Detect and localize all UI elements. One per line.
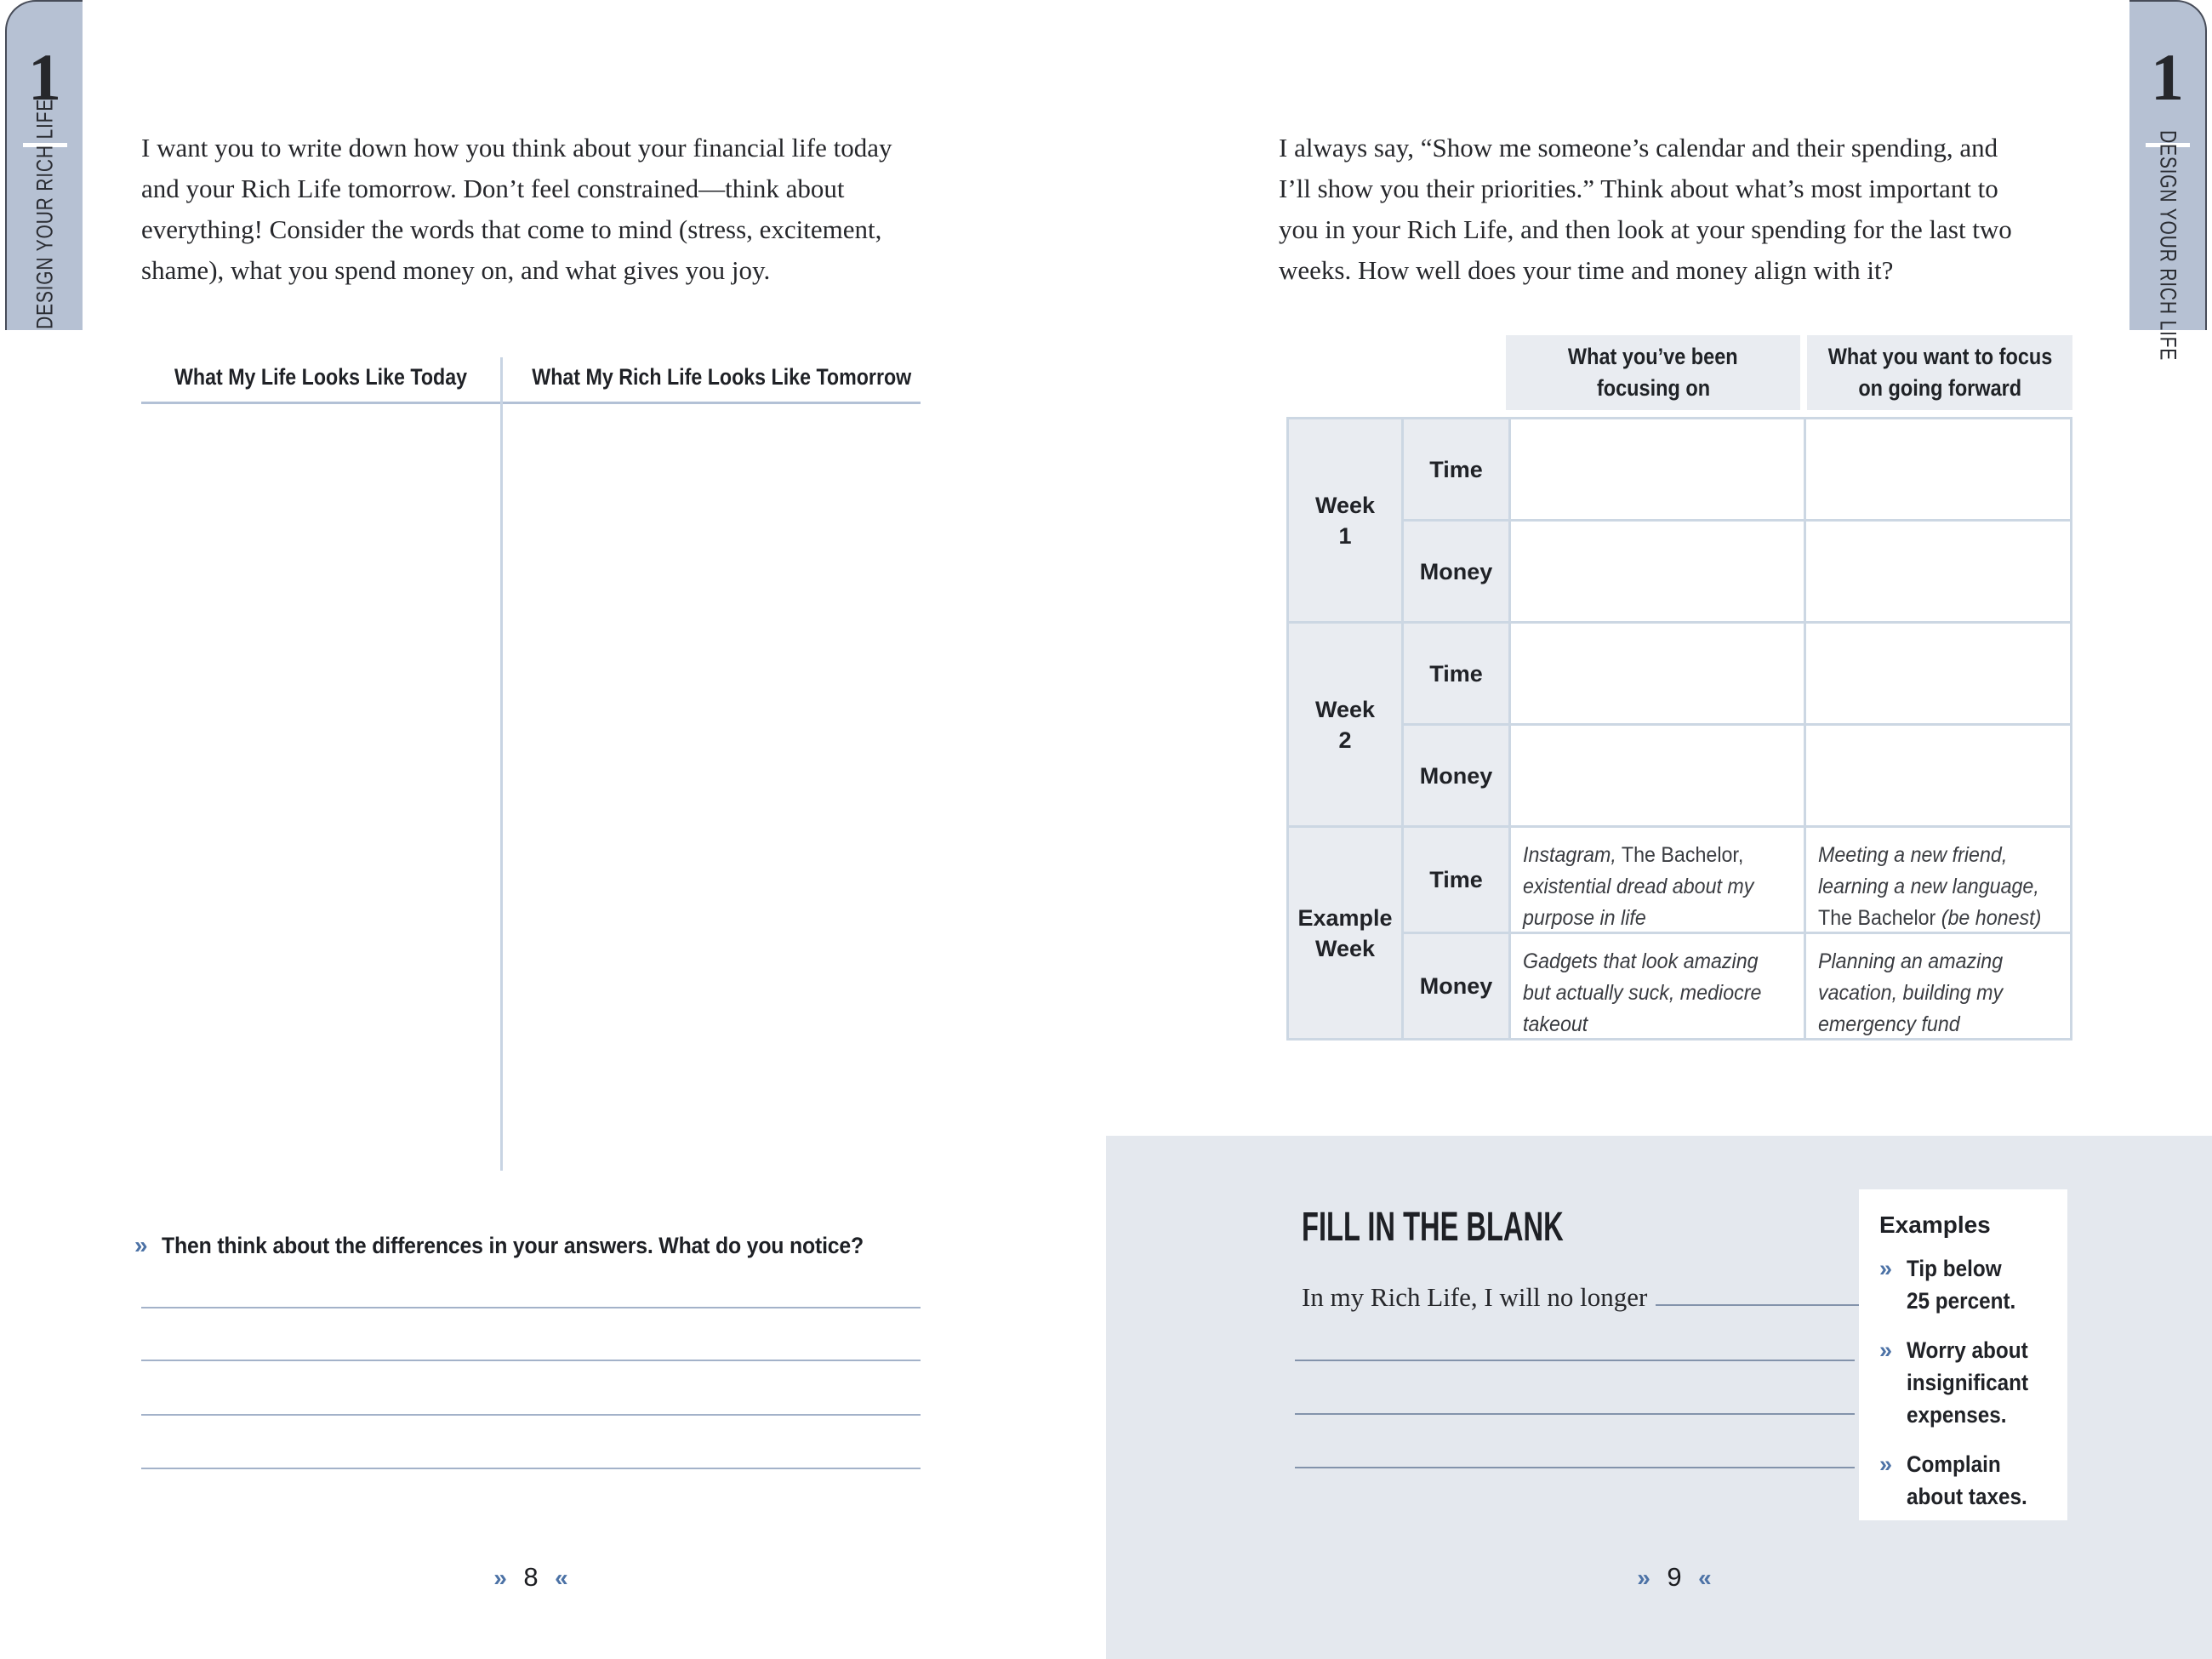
page-number-right [1581,1562,1768,1593]
double-chevron-right-icon: » [493,1565,507,1591]
week2-money-label: Money [1404,726,1508,825]
fill-in-the-blank-title: FILL IN THE BLANK [1302,1205,1564,1250]
answer-line[interactable] [141,1414,921,1416]
reflection-prompt [134,1232,924,1259]
double-chevron-right-icon: » [1637,1565,1650,1591]
week1-money-label: Money [1404,522,1508,621]
answer-line[interactable] [1295,1413,1855,1415]
reflection-prompt-text: Then think about the differences in your answers. What do you notice? [161,1233,864,1258]
example-time-forward-cell: Meeting a new friend, learning a new language, The Bachelor (be honest) [1806,828,2070,932]
example-money-forward-cell: Planning an amazing vacation, building my emergency fund [1806,934,2070,1038]
focus-table-grid [1286,417,2072,1040]
answer-line[interactable] [141,1307,921,1308]
week2-time-focus-cell[interactable] [1511,624,1804,723]
week-1-label: Week 1 [1289,419,1401,621]
double-chevron-right-icon: » [134,1232,148,1258]
chapter-tab-right [2129,0,2207,362]
chapter-number: 1 [2151,40,2184,114]
week1-time-label: Time [1404,419,1508,519]
double-chevron-right-icon: » [1879,1256,1893,1281]
chapter-tab-left [5,0,83,330]
week2-time-label: Time [1404,624,1508,723]
week2-time-forward-cell[interactable] [1806,624,2070,723]
intro-line: you in your Rich Life, and then look at your spending for the last two [1279,214,2012,244]
week-2-label: Week 2 [1289,624,1401,825]
chapter-title-vertical: DESIGN YOUR RICH LIFE [31,98,57,330]
examples-title: Examples [1879,1211,1991,1238]
page-number-left [437,1562,624,1593]
sentence-blank-field[interactable] [1656,1277,1867,1306]
example-time-label: Time [1404,828,1508,932]
intro-line: and your Rich Life tomorrow. Don’t feel constrained—think about [141,174,845,203]
left-intro-paragraph [141,128,892,291]
answer-line[interactable] [1295,1360,1855,1361]
intro-line: weeks. How well does your time and money align with it? [1279,255,1894,285]
chapter-number: 1 [28,40,61,114]
example-money-focus-cell: Gadgets that look amazing but actually suck, mediocre takeout [1511,934,1804,1038]
double-chevron-right-icon: » [1879,1337,1893,1363]
week1-time-focus-cell[interactable] [1511,419,1804,519]
week1-time-forward-cell[interactable] [1806,419,2070,519]
tomorrow-write-area[interactable] [504,405,921,1171]
double-chevron-right-icon: » [1879,1451,1893,1477]
today-write-area[interactable] [141,405,499,1171]
example-time-focus-cell: Instagram, The Bachelor, existential dread about my purpose in life [1511,828,1804,932]
today-column-header: What My Life Looks Like Today [174,364,468,390]
example-bullet: » Complain about taxes. [1879,1448,2054,1513]
tomorrow-column-header: What My Rich Life Looks Like Tomorrow [532,364,912,390]
week2-money-forward-cell[interactable] [1806,726,2070,825]
right-intro-paragraph [1279,128,2012,291]
going-forward-header: What you want to focus on going forward [1807,335,2072,410]
answer-line[interactable] [141,1468,921,1469]
chapter-title-vertical: DESIGN YOUR RICH LIFE [2155,130,2181,362]
answer-line[interactable] [141,1360,921,1361]
header-underline [141,402,921,404]
intro-line: I’ll show you their priorities.” Think about what’s most important to [1279,174,1998,203]
page-number-value: 8 [523,1562,539,1592]
intro-line: shame), what you spend money on, and what gives you joy. [141,255,771,285]
intro-line: I always say, “Show me someone’s calendar and their spending, and [1279,133,1998,162]
example-bullet: » Worry about insignificant expenses. [1879,1334,2054,1431]
double-chevron-left-icon: « [1698,1565,1712,1591]
intro-line: I want you to write down how you think about your financial life today [141,133,892,162]
example-week-label: Example Week [1289,828,1401,1038]
focusing-on-header: What you’ve been focusing on [1506,335,1800,410]
week1-money-forward-cell[interactable] [1806,522,2070,621]
example-money-label: Money [1404,934,1508,1038]
fill-in-the-blank-sentence: In my Rich Life, I will no longer [1302,1277,1867,1313]
answer-line[interactable] [1295,1467,1855,1468]
intro-line: everything! Consider the words that come to mind (stress, excitement, [141,214,882,244]
week2-money-focus-cell[interactable] [1511,726,1804,825]
column-divider [500,357,503,1171]
week1-money-focus-cell[interactable] [1511,522,1804,621]
examples-callout [1859,1189,2067,1520]
double-chevron-left-icon: « [555,1565,568,1591]
page-number-value: 9 [1667,1562,1682,1592]
example-bullet: » Tip below 25 percent. [1879,1252,2054,1317]
